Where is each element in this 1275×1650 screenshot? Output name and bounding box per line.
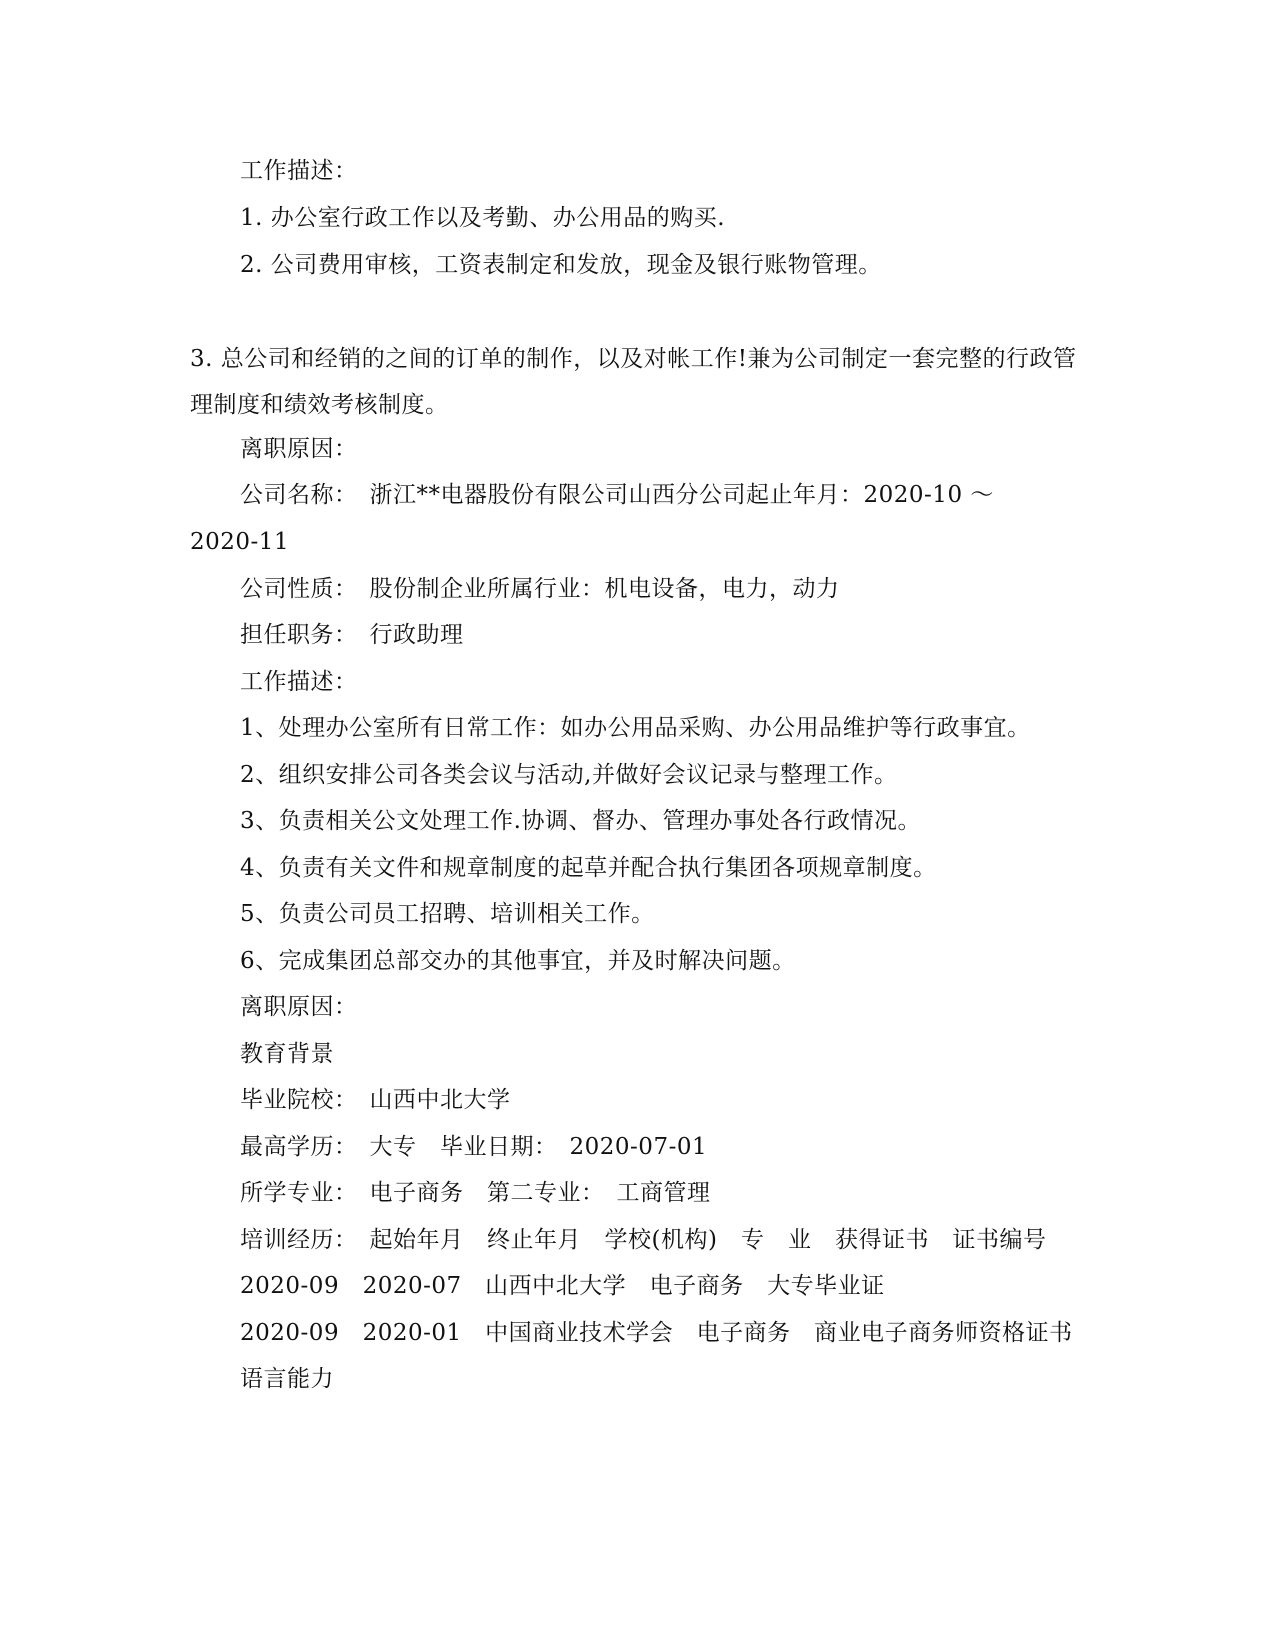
job2-duty-5: 5、负责公司员工招聘、培训相关工作。 [240, 901, 655, 927]
position-line: 担任职务： 行政助理 [240, 622, 464, 648]
major-line: 所学专业： 电子商务 第二专业： 工商管理 [240, 1180, 711, 1206]
job2-duty-4: 4、负责有关文件和规章制度的起草并配合执行集团各项规章制度。 [240, 855, 937, 881]
duty-item-2: 2. 公司费用审核，工资表制定和发放，现金及银行账物管理。 [240, 252, 882, 278]
job-description-heading-2: 工作描述： [240, 669, 358, 695]
training-row-1: 2020-09 2020-07 山西中北大学 电子商务 大专毕业证 [240, 1273, 885, 1299]
degree-line: 最高学历： 大专 毕业日期： 2020-07-01 [240, 1134, 708, 1160]
education-heading: 教育背景 [240, 1041, 334, 1067]
leave-reason-2: 离职原因： [240, 994, 358, 1020]
leave-reason-1: 离职原因： [240, 436, 358, 462]
job2-duty-3: 3、负责相关公文处理工作.协调、督办、管理办事处各行政情况。 [240, 808, 921, 834]
job2-duty-6: 6、完成集团总部交办的其他事宜，并及时解决问题。 [240, 948, 796, 974]
period-end: 2020-11 [190, 529, 290, 555]
company-nature-line: 公司性质： 股份制企业所属行业：机电设备，电力，动力 [240, 576, 840, 602]
training-header: 培训经历： 起始年月 终止年月 学校(机构) 专 业 获得证书 证书编号 [240, 1227, 1047, 1253]
training-row-2: 2020-09 2020-01 中国商业技术学会 电子商务 商业电子商务师资格证书 [240, 1320, 1073, 1346]
language-heading: 语言能力 [240, 1366, 334, 1392]
job-description-heading: 工作描述： [240, 158, 358, 184]
school-line: 毕业院校： 山西中北大学 [240, 1087, 511, 1113]
company-name-line: 公司名称： 浙江**电器股份有限公司山西分公司起止年月：2020-10 ～ [240, 482, 994, 508]
job2-duty-1: 1、处理办公室所有日常工作：如办公用品采购、办公用品维护等行政事宜。 [240, 715, 1031, 741]
job2-duty-2: 2、组织安排公司各类会议与活动,并做好会议记录与整理工作。 [240, 762, 898, 788]
duty-item-3: 3. 总公司和经销的之间的订单的制作，以及对帐工作!兼为公司制定一套完整的行政管理制度和绩效考核制度。 [190, 346, 1077, 418]
duty-item-1: 1. 办公室行政工作以及考勤、办公用品的购买. [240, 205, 726, 231]
